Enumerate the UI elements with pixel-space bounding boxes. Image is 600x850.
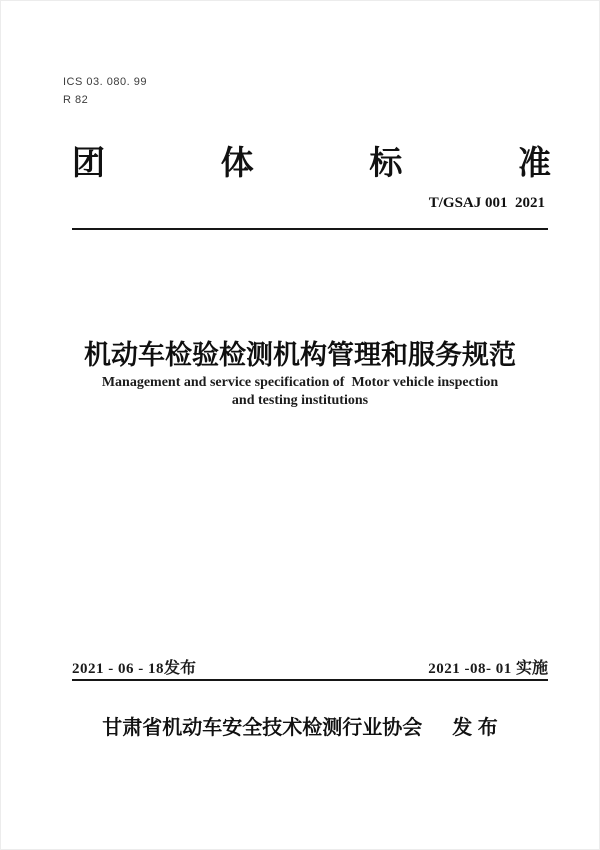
release-date: 2021 - 06 - 18: [72, 661, 164, 677]
document-subtitle-line1: Management and service specification of Motor vehicle inspection: [101, 375, 499, 390]
release-label: 发布: [164, 660, 197, 677]
document-subtitle-line2: and testing institutions: [231, 392, 369, 408]
standard-type-char: 准: [517, 144, 551, 181]
standard-type-char: 体: [220, 144, 254, 181]
dates-row: [72, 659, 548, 679]
ics-code: ICS 03. 080. 99: [63, 76, 147, 88]
ics-classification-block: [63, 73, 147, 109]
implementation-date-group: [428, 659, 548, 679]
standard-number: T/GSAJ 001 2021: [428, 195, 545, 211]
publisher-name: 甘肃省机动车安全技术检测行业协会: [102, 717, 423, 739]
publish-label: 发 布: [452, 717, 498, 739]
release-date-group: [72, 659, 196, 679]
document-title: 机动车检验检测机构管理和服务规范: [84, 340, 516, 370]
document-subtitle-english: [62, 374, 538, 409]
standard-type-char: 团: [72, 144, 105, 181]
publisher-row: [0, 716, 600, 740]
classification-code: R 82: [63, 94, 89, 106]
standard-type-title: [72, 146, 551, 179]
footer-divider-rule: [72, 679, 548, 681]
implementation-label: 实施: [515, 660, 548, 677]
standard-type-char: 标: [369, 144, 403, 181]
header-divider-rule: [72, 228, 548, 230]
implementation-date: 2021 -08- 01: [428, 661, 516, 677]
